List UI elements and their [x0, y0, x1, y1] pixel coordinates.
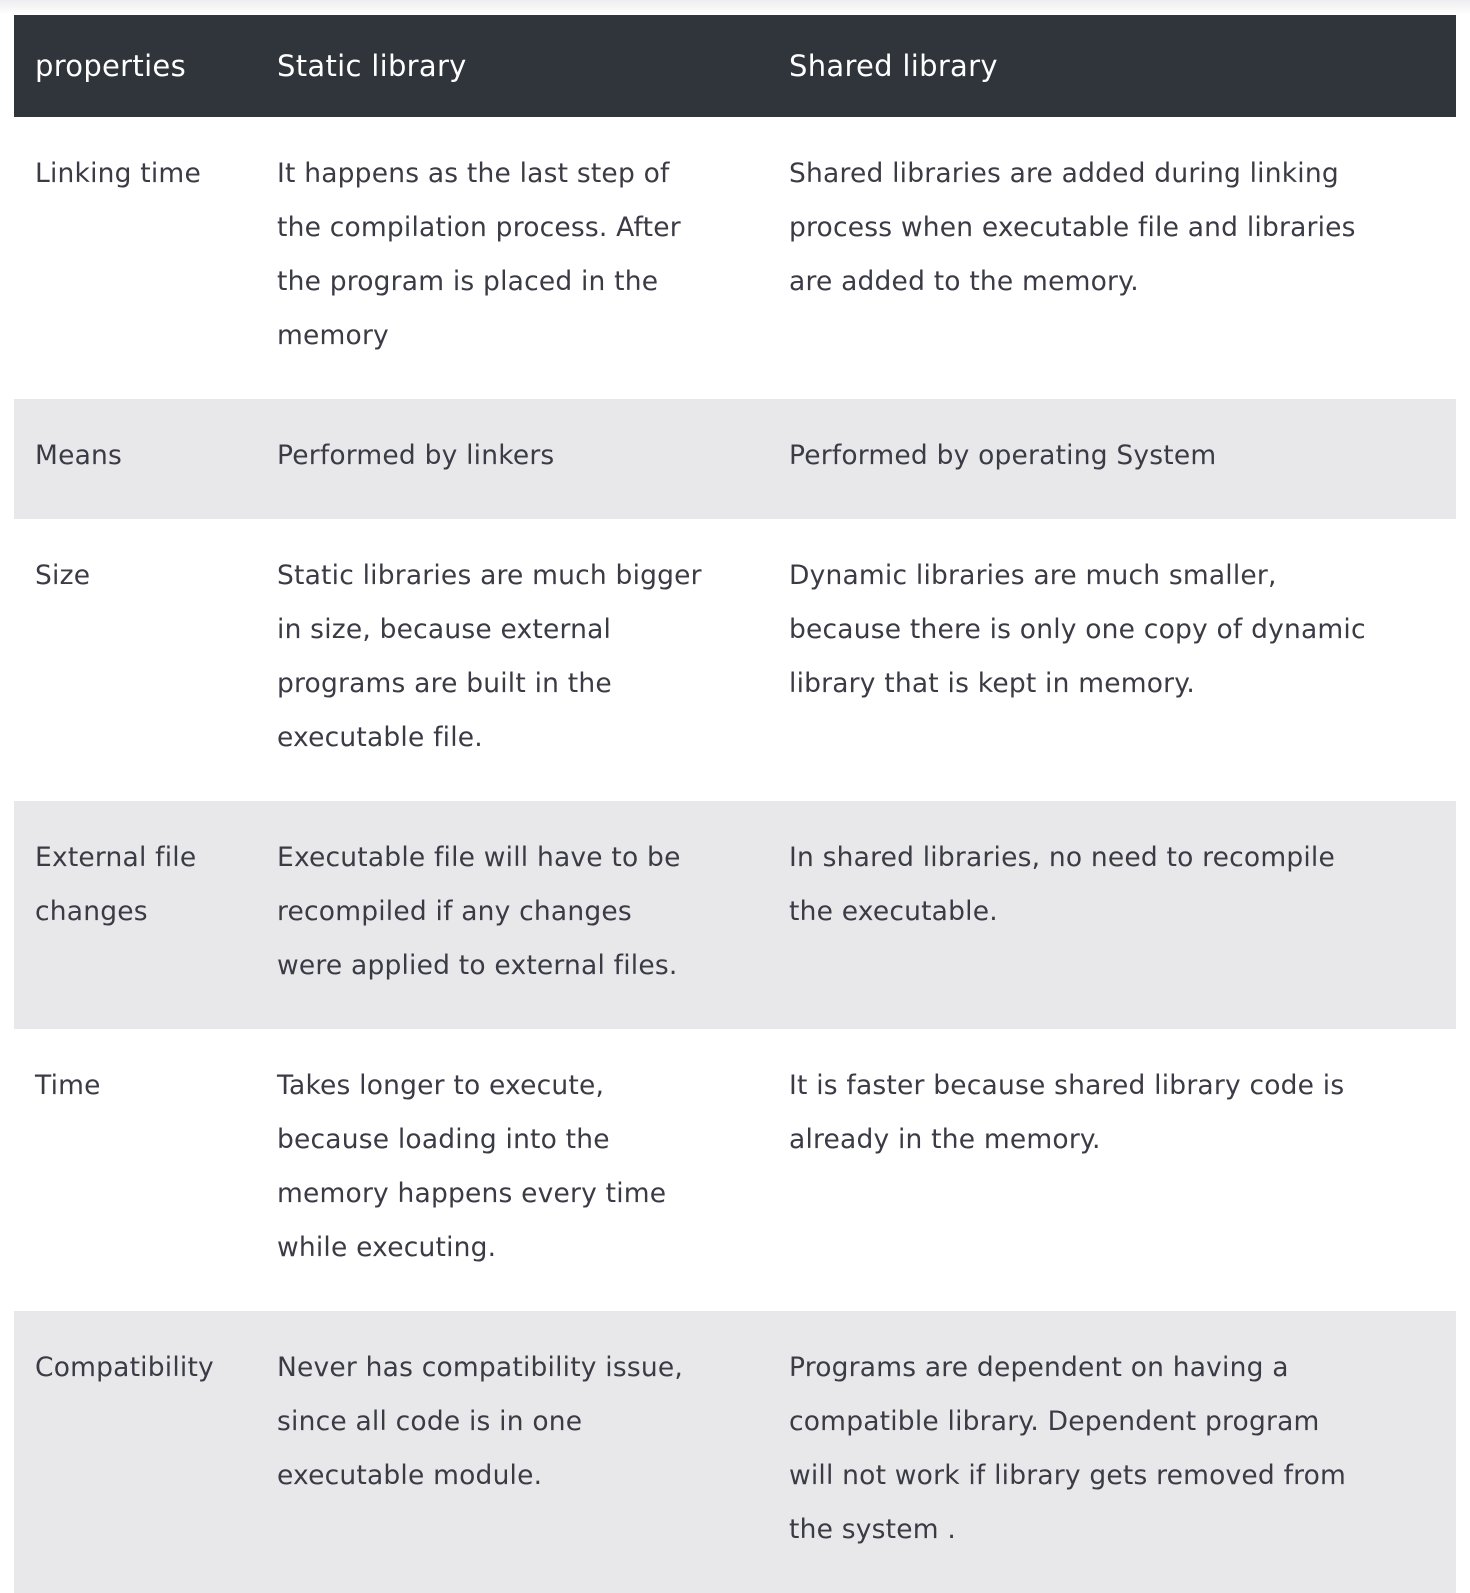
cell-text-line: Executable file will have to be: [277, 842, 681, 873]
cell-text-line: Compatibility: [35, 1352, 214, 1383]
cell-text-line: changes: [35, 896, 148, 927]
cell-text-line: memory: [277, 320, 389, 351]
cell-text-line: process when executable file and libraries: [789, 212, 1356, 243]
cell-property: [14, 399, 256, 519]
header-static-library: Static library: [256, 15, 768, 117]
table-row: [14, 1311, 1456, 1593]
page-top-shadow: [0, 0, 1470, 15]
cell-text-line: the executable.: [789, 896, 998, 927]
cell-text-line: recompiled if any changes: [277, 896, 632, 927]
cell-text-line: compatible library. Dependent program: [789, 1406, 1320, 1437]
cell-text-line: library that is kept in memory.: [789, 668, 1196, 699]
cell-text-line: the program is placed in the: [277, 266, 659, 297]
cell-text-line: already in the memory.: [789, 1124, 1101, 1155]
cell-text-line: are added to the memory.: [789, 266, 1139, 297]
cell-text-line: Performed by linkers: [277, 440, 555, 471]
header-properties: properties: [14, 15, 256, 117]
table-row: [14, 399, 1456, 519]
table-row: [14, 801, 1456, 1029]
table-row: [14, 117, 1456, 399]
cell-text-line: the compilation process. After: [277, 212, 681, 243]
cell-text-line: executable module.: [277, 1460, 543, 1491]
cell-static: [256, 1029, 768, 1311]
cell-text-line: programs are built in the: [277, 668, 612, 699]
cell-text-line: were applied to external files.: [277, 950, 678, 981]
cell-text-line: Means: [35, 440, 123, 471]
table-row: [14, 1029, 1456, 1311]
cell-text-line: Shared libraries are added during linking: [789, 158, 1339, 189]
comparison-table: [14, 15, 1456, 1593]
cell-text-line: memory happens every time: [277, 1178, 667, 1209]
cell-shared: [768, 117, 1456, 399]
cell-text-line: the system .: [789, 1514, 956, 1545]
cell-text-line: while executing.: [277, 1232, 497, 1263]
cell-static: [256, 1311, 768, 1593]
cell-text-line: since all code is in one: [277, 1406, 583, 1437]
cell-shared: [768, 1311, 1456, 1593]
cell-text-line: because there is only one copy of dynamic: [789, 614, 1366, 645]
cell-text-line: Takes longer to execute,: [277, 1070, 605, 1101]
cell-text-line: executable file.: [277, 722, 483, 753]
cell-property: [14, 519, 256, 801]
cell-text-line: because loading into the: [277, 1124, 610, 1155]
cell-shared: [768, 519, 1456, 801]
cell-shared: [768, 399, 1456, 519]
cell-text-line: Size: [35, 560, 91, 591]
cell-text-line: In shared libraries, no need to recompile: [789, 842, 1336, 873]
table-row: [14, 519, 1456, 801]
cell-text-line: Static libraries are much bigger: [277, 560, 702, 591]
cell-shared: [768, 801, 1456, 1029]
cell-static: [256, 519, 768, 801]
cell-property: [14, 1311, 256, 1593]
cell-text-line: External file: [35, 842, 197, 873]
cell-text-line: in size, because external: [277, 614, 612, 645]
cell-property: [14, 117, 256, 399]
cell-text-line: It is faster because shared library code is: [789, 1070, 1345, 1101]
cell-text-line: Linking time: [35, 158, 201, 189]
cell-shared: [768, 1029, 1456, 1311]
cell-text-line: Dynamic libraries are much smaller,: [789, 560, 1277, 591]
cell-property: [14, 801, 256, 1029]
cell-text-line: will not work if library gets removed from: [789, 1460, 1347, 1491]
cell-property: [14, 1029, 256, 1311]
cell-text-line: Programs are dependent on having a: [789, 1352, 1289, 1383]
cell-text-line: It happens as the last step of: [277, 158, 670, 189]
table-header-row: [14, 15, 1456, 117]
cell-static: [256, 117, 768, 399]
cell-text-line: Never has compatibility issue,: [277, 1352, 684, 1383]
cell-text-line: Performed by operating System: [789, 440, 1217, 471]
header-shared-library: Shared library: [768, 15, 1456, 117]
cell-static: [256, 801, 768, 1029]
cell-static: [256, 399, 768, 519]
cell-text-line: Time: [35, 1070, 101, 1101]
